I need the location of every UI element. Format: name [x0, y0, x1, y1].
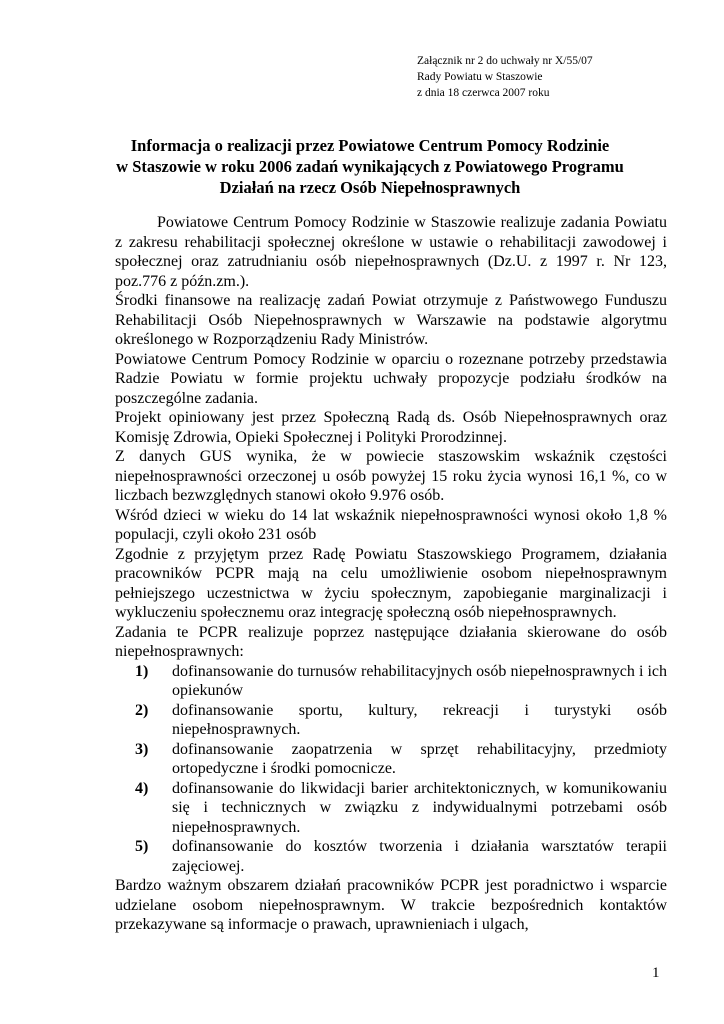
paragraph: Projekt opiniowany jest przez Społeczną Radą ds. Osób Niepełnosprawnych oraz Komisję Zdrowia, Opieki Społecznej i Polityki Prorodzinnej.	[115, 409, 667, 446]
list-item	[115, 779, 667, 838]
list-item-number: 4)	[135, 779, 149, 797]
annex-line-1: Załącznik nr 2 do uchwały nr X/55/07	[417, 55, 593, 67]
title-line-3: Działań na rzecz Osób Niepełnosprawnych	[219, 178, 521, 197]
page-number: 1	[652, 965, 660, 981]
paragraph-closing: Bardzo ważnym obszarem działań pracowników PCPR jest poradnictwo i wsparcie udzielane osobom niepełnosprawnym. W trakcie bezpośrednich kontaktów przekazywane są informacje o prawach, uprawnieniach i ulgach,	[115, 877, 667, 933]
list-item-text: dofinansowanie zaopatrzenia w sprzęt rehabilitacyjny, przedmioty ortopedyczne i środki pomocnicze.	[172, 740, 667, 777]
list-item	[115, 662, 667, 701]
paragraph: Powiatowe Centrum Pomocy Rodzinie w Staszowie realizuje zadania Powiatu z zakresu rehabilitacji społecznej określone w ustawie o rehabilitacji zawodowej i społecznej oraz zatrudnianiu osób niepełnosprawnych (Dz.U. z 1997 r. Nr 123, poz.776 z późn.zm.).	[115, 214, 667, 290]
paragraph: Zadania te PCPR realizuje poprzez następujące działania skierowane do osób niepełnosprawnych:	[115, 623, 667, 660]
list-item-text: dofinansowanie do turnusów rehabilitacyjnych osób niepełnosprawnych i ich opiekunów	[172, 662, 667, 699]
annex-line-2: Rady Powiatu w Staszowie	[417, 71, 543, 83]
title-line-2: w Staszowie w roku 2006 zadań wynikających z Powiatowego Programu	[116, 157, 624, 176]
list-item-number: 1)	[135, 662, 149, 680]
list-item	[115, 701, 667, 740]
paragraph: Środki finansowe na realizację zadań Powiat otrzymuje z Państwowego Funduszu Rehabilitacji Osób Niepełnosprawnych w Warszawie na podstawie algorytmu określonego w Rozporządzeniu Rady Ministrów.	[115, 292, 667, 348]
document-body	[115, 213, 667, 935]
paragraph: Z danych GUS wynika, że w powiecie staszowskim wskaźnik częstości niepełnosprawności orzeczonej u osób powyżej 15 roku życia wynosi 16,1 %, co w liczbach bezwzględnych stanowi około 9.976 osób.	[115, 448, 667, 504]
annex-header	[417, 53, 593, 101]
actions-list	[115, 662, 667, 877]
list-item-number: 3)	[135, 740, 149, 758]
paragraph: Powiatowe Centrum Pomocy Rodzinie w oparciu o rozeznane potrzeby przedstawia Radzie Powiatu w formie projektu uchwały propozycje podziału środków na poszczególne zadania.	[115, 350, 667, 407]
list-item-number: 2)	[135, 701, 149, 719]
list-item-number: 5)	[135, 838, 149, 855]
document-title	[100, 135, 640, 198]
title-line-1: Informacja o realizacji przez Powiatowe Centrum Pomocy Rodzinie	[130, 136, 610, 155]
paragraph: Zgodnie z przyjętym przez Radę Powiatu Staszowskiego Programem, działania pracowników PCPR mają na celu umożliwienie osobom niepełnosprawnym pełniejszego uczestnictwa w życiu społecznym, zapobieganie marginalizacji i wykluczeniu społecznemu oraz integrację społeczną osób niepełnosprawnych.	[115, 545, 667, 621]
annex-line-3: z dnia 18 czerwca 2007 roku	[417, 87, 550, 99]
list-item	[115, 740, 667, 779]
list-item	[115, 837, 667, 876]
paragraph: Wśród dzieci w wieku do 14 lat wskaźnik niepełnosprawności wynosi około 1,8 % populacji, czyli około 231 osób	[115, 506, 667, 543]
list-item-text: dofinansowanie do kosztów tworzenia i działania warsztatów terapii zajęciowej.	[172, 838, 667, 875]
list-item-text: dofinansowanie do likwidacji barier architektonicznych, w komunikowaniu się i technicznych w związku z indywidualnymi potrzebami osób niepełnosprawnych.	[172, 779, 667, 836]
list-item-text: dofinansowanie sportu, kultury, rekreacji i turystyki osób niepełnosprawnych.	[172, 701, 667, 738]
